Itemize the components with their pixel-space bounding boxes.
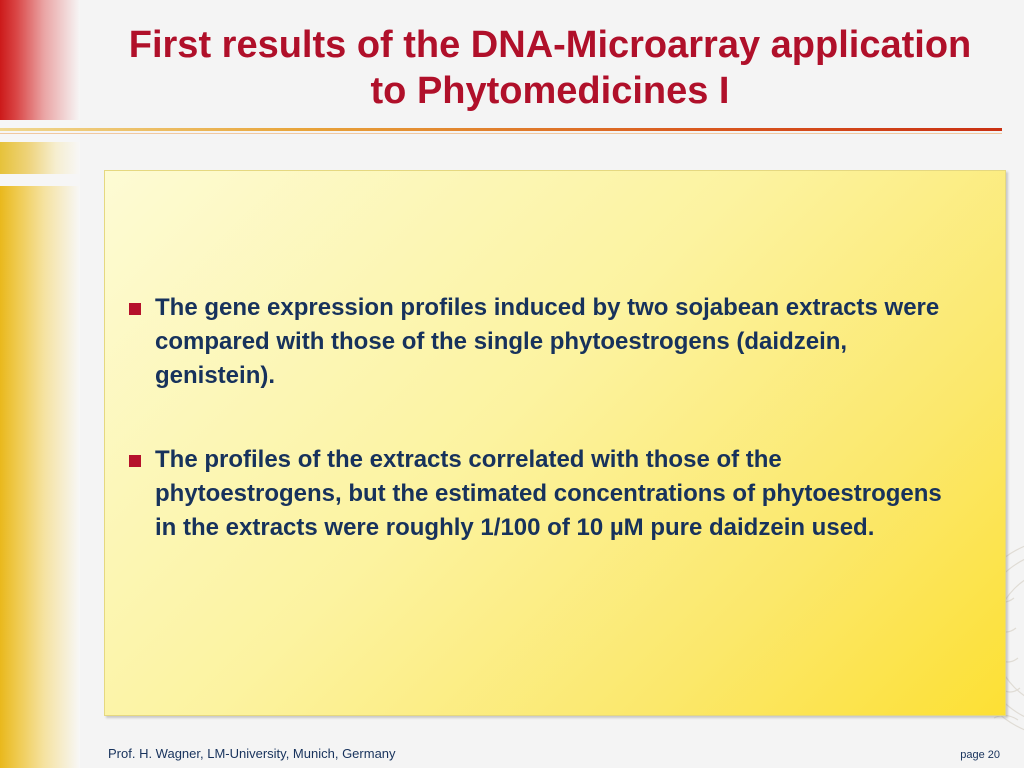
slide-title: First results of the DNA-Microarray application to Phytomedicines I — [128, 24, 972, 112]
decorative-gap — [0, 174, 80, 186]
content-box — [104, 170, 1006, 716]
decorative-red-bar — [0, 0, 80, 120]
square-bullet-icon — [129, 303, 141, 315]
bullet-text: The gene expression profiles induced by two sojabean extracts were compared with those of the single phytoestrogens (daidzein, genistein). — [155, 294, 940, 389]
list-item — [127, 443, 967, 545]
title-divider-thin — [0, 133, 1002, 134]
bullet-text: The profiles of the extracts correlated with those of the phytoestrogens, but the estimated concentrations of phytoestrogens in the extracts were roughly 1/100 of 10 µM pure daidzein used. — [155, 446, 942, 541]
list-item — [127, 291, 967, 393]
bullet-list — [127, 291, 967, 595]
page-number: page 20 — [960, 749, 1000, 761]
decorative-yellow-bar-tall — [0, 186, 80, 768]
decorative-gap — [0, 120, 80, 142]
decorative-yellow-bar-small — [0, 142, 80, 174]
title-divider — [0, 128, 1002, 131]
footer-author: Prof. H. Wagner, LM-University, Munich, Germany — [108, 746, 396, 761]
square-bullet-icon — [129, 455, 141, 467]
